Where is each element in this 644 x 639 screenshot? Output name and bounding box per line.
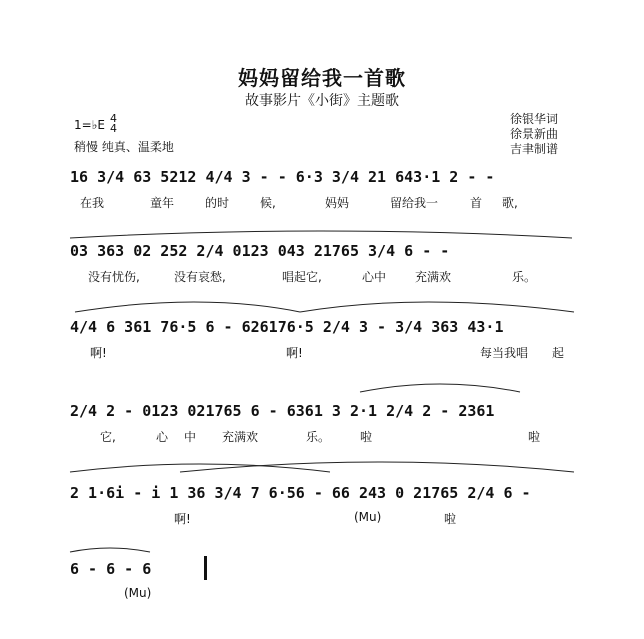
lyric-word: 起 [552,346,565,360]
lyric-word: 唱起它, [282,270,322,284]
key-signature: 1=♭E [74,118,105,132]
lyric-word: 没有忧伤, [88,270,140,284]
lyric-word: 的时 [205,196,230,210]
notes-line: 2 1·6i - i 1 36 3/4 7 6·56 - 66 243 0 21765 2/4 6 - [70,484,531,502]
score-system-5 [70,484,574,544]
notes-line: 4/4 6 361 76·5 6 - 626176·5 2/4 3 - 3/4 363 43·1 [70,318,504,336]
lyric-word: 首 [470,196,483,210]
song-title: 妈妈留给我一首歌 [238,66,406,90]
lyric-word: 充满欢 [222,430,259,444]
composer: 徐景新曲 [509,127,558,141]
score-system-2 [70,242,574,302]
score-system-4 [70,402,574,462]
lyrics-line [70,510,574,528]
lyric-word: 啦 [444,512,457,526]
lyric-word: 中 [184,430,197,444]
lyric-word: (Mu) [354,510,382,524]
notes-line: 16 3/4 63 5212 4/4 3 - - 6·3 3/4 21 643·1 2 - - [70,168,495,186]
lyric-word: 候, [260,196,276,210]
lyricist: 徐银华词 [509,112,558,126]
score-system-6 [70,560,574,620]
lyric-word: 在我 [80,196,105,210]
lyrics-line [70,344,574,362]
lyric-word: 乐。 [512,270,537,284]
notes-line: 2/4 2 - 0123 021765 6 - 6361 3 2·1 2/4 2 - 2361 [70,402,495,420]
lyric-word: 啊! [286,346,303,360]
lyric-word: 乐。 [306,430,331,444]
time-bottom: 4 [110,122,117,135]
notes-line: 03 363 02 252 2/4 0123 043 21765 3/4 6 - - [70,242,450,260]
lyric-word: 它, [100,430,116,444]
lyric-word: 啊! [90,346,107,360]
lyric-word: 心中 [362,270,387,284]
lyric-word: (Mu) [124,586,152,600]
lyric-word: 童年 [150,196,175,210]
lyric-word: 啊! [174,512,191,526]
lyric-word: 啦 [528,430,541,444]
lyric-word: 留给我一 [390,196,439,210]
score-system-3 [70,318,574,378]
lyrics-line [70,428,574,446]
song-subtitle: 故事影片《小街》主题歌 [245,93,399,109]
lyric-word: 没有哀愁, [174,270,226,284]
tempo-marking: 稍慢 纯真、温柔地 [74,140,174,154]
lyrics-line [70,586,574,604]
final-barline [204,556,207,580]
credits [510,112,558,157]
lyric-word: 歌, [502,196,518,210]
notes-line: 6 - 6 - 6 [70,560,152,578]
lyric-word: 心 [156,430,169,444]
lyric-word: 妈妈 [325,196,350,210]
time-signature [110,114,117,134]
lyric-word: 充满欢 [415,270,452,284]
time-top: 4 [110,112,117,125]
score-system-1 [70,168,574,228]
lyric-word: 每当我唱 [480,346,529,360]
lyrics-line [70,268,574,286]
lyric-word: 啦 [360,430,373,444]
lyrics-line [70,194,574,212]
arranger: 吉聿制谱 [509,142,558,156]
